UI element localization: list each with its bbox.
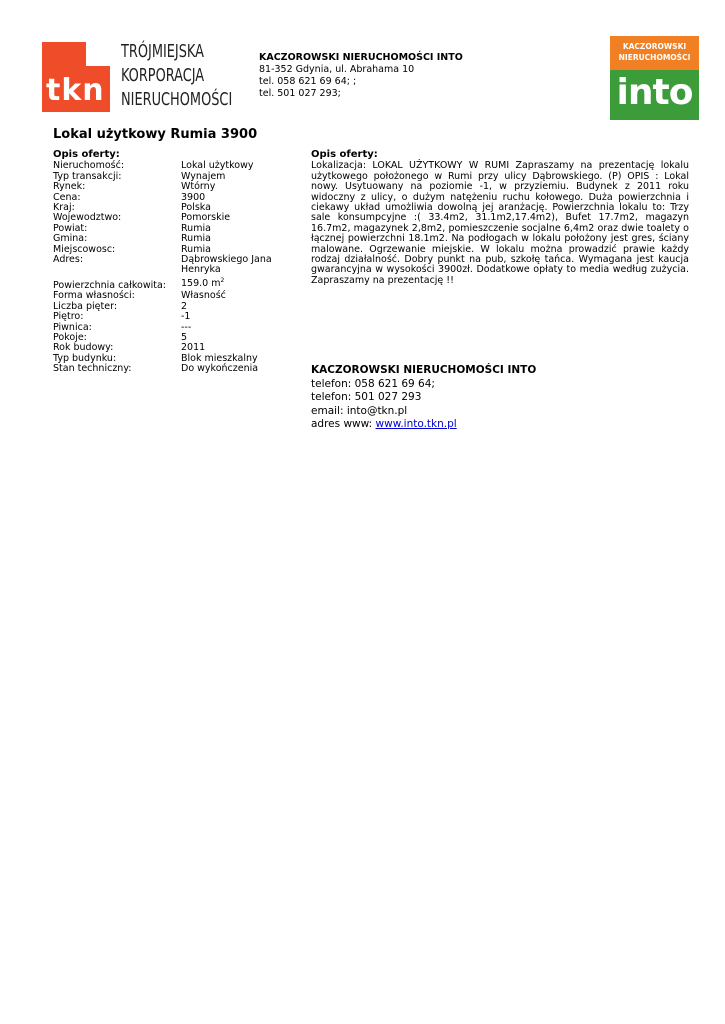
into-logo bbox=[610, 36, 699, 120]
detail-value-text: 2 bbox=[181, 300, 188, 312]
detail-row bbox=[53, 323, 293, 333]
detail-row bbox=[53, 312, 293, 322]
detail-value-text: Własność bbox=[181, 290, 226, 302]
detail-value-text: Blok mieszkalny bbox=[181, 352, 258, 364]
logo-line: NIERUCHOMOŚCI bbox=[121, 90, 233, 110]
detail-value-text: Polska bbox=[181, 202, 211, 214]
logo-line: TRÓJMIEJSKA bbox=[121, 42, 204, 62]
tkn-logo bbox=[42, 42, 110, 112]
description-heading: Opis oferty: bbox=[311, 149, 378, 160]
detail-label: Powierzchnia całkowita: bbox=[53, 279, 166, 291]
detail-row bbox=[53, 224, 293, 234]
detail-row bbox=[53, 276, 293, 291]
details-list bbox=[53, 161, 293, 374]
detail-label: Gmina: bbox=[53, 233, 88, 245]
detail-label: Cena: bbox=[53, 191, 81, 203]
detail-value-text: Wynajem bbox=[181, 170, 226, 182]
detail-label: Miejscowosc: bbox=[53, 243, 116, 255]
detail-value-text: 5 bbox=[181, 331, 188, 343]
detail-label: Pokoje: bbox=[53, 331, 87, 343]
into-logo-word: into bbox=[610, 70, 699, 120]
agency-info bbox=[259, 52, 463, 100]
detail-label: Typ budynku: bbox=[53, 352, 117, 364]
detail-value bbox=[181, 364, 293, 374]
detail-value-text: 159.0 m bbox=[181, 278, 221, 290]
detail-value bbox=[181, 323, 293, 333]
detail-value-text: Rumia bbox=[181, 243, 211, 255]
contact-phone: telefon: 501 027 293 bbox=[311, 391, 422, 403]
agency-address: 81-352 Gdynia, ul. Abrahama 10 bbox=[259, 64, 415, 75]
detail-label: Liczba pięter: bbox=[53, 300, 118, 312]
detail-row bbox=[53, 193, 293, 203]
detail-label: Typ transakcji: bbox=[53, 170, 122, 182]
detail-value-text: Rumia bbox=[181, 222, 211, 234]
detail-label: Stan techniczny: bbox=[53, 363, 132, 375]
contact-www bbox=[311, 418, 536, 432]
into-logo-line: KACZOROWSKI bbox=[622, 42, 687, 51]
detail-value-text: 2011 bbox=[181, 342, 206, 354]
www-link[interactable]: www.into.tkn.pl bbox=[375, 418, 457, 430]
detail-row bbox=[53, 255, 293, 276]
detail-label: Adres: bbox=[53, 254, 84, 266]
detail-row bbox=[53, 213, 293, 223]
into-logo-top bbox=[610, 36, 699, 70]
logo-line: KORPORACJA bbox=[121, 66, 205, 86]
detail-label: Rynek: bbox=[53, 181, 86, 193]
description-text: Lokalizacja: LOKAL UŻYTKOWY W RUMI Zapraszamy na prezentację lokalu użytkowego położonego w Rumi przy ulicy Dąbrowskiego. (P) OPIS : Lokal nowy. Usytuowany na poziomie -1, w przyziemiu. Budynek z 2011 roku widoczny z ulicy, o dużym natężeniu ruchu kołowego. Duża powierzchnia i ciekawy układ umożliwia dowolną jej aranżację. Powierzchnia lokalu to: Trzy sale konsumpcyjne :( 33.4m2, 31.1m2,17.4m2), Bufet 17.7m2, magazyn 16.7m2, magazynek 2,8m2, pomieszczenie socjalne 6,4m2 oraz dwie toalety o łącznej powierzchni 18.1m2. Na podłogach w lokalu położony jest gres, ściany malowane. Ogrzewanie miejskie. W lokalu można prowadzić prawie każdy rodzaj działalność. Dobry punkt na pub, szkołę tańca. Wymagana jest kaucja gwarancyjna w wysokości 3900zł. Dodatkowe opłaty to media według zużycia. Zapraszamy na prezentację !! bbox=[311, 160, 689, 286]
detail-value-text: 3900 bbox=[181, 191, 206, 203]
agency-name: KACZOROWSKI NIERUCHOMOŚCI INTO bbox=[259, 52, 463, 63]
logo-notch bbox=[86, 42, 110, 66]
www-label: adres www: bbox=[311, 418, 376, 430]
detail-row bbox=[53, 302, 293, 312]
detail-value-text: -1 bbox=[181, 311, 191, 323]
contact-phone: telefon: 058 621 69 64; bbox=[311, 377, 435, 390]
detail-label: Rok budowy: bbox=[53, 342, 114, 354]
agency-tel: tel. 058 621 69 64; ; bbox=[259, 76, 357, 87]
agency-tel: tel. 501 027 293; bbox=[259, 88, 341, 99]
detail-value bbox=[181, 291, 293, 301]
detail-row bbox=[53, 172, 293, 182]
detail-value-text: Dąbrowskiego Jana Henryka bbox=[181, 254, 272, 276]
detail-value-text: Wtórny bbox=[181, 181, 216, 193]
detail-row bbox=[53, 182, 293, 192]
detail-label: Piwnica: bbox=[53, 321, 92, 333]
detail-row bbox=[53, 364, 293, 374]
contact-name: KACZOROWSKI NIERUCHOMOŚCI INTO bbox=[311, 364, 537, 376]
detail-label: Forma własności: bbox=[53, 290, 135, 302]
details-heading: Opis oferty: bbox=[53, 149, 120, 160]
logo-title bbox=[121, 40, 232, 112]
detail-value bbox=[181, 255, 293, 276]
contact-email: email: into@tkn.pl bbox=[311, 404, 408, 417]
detail-value bbox=[181, 302, 293, 312]
detail-value-text: Rumia bbox=[181, 233, 211, 245]
offer-details bbox=[53, 150, 293, 375]
detail-value-text: Pomorskie bbox=[181, 212, 231, 224]
unit-superscript: 2 bbox=[220, 276, 225, 284]
detail-label: Piętro: bbox=[53, 311, 84, 323]
into-logo-line: NIERUCHOMOŚCI bbox=[618, 53, 691, 62]
detail-value-text: Lokal użytkowy bbox=[181, 160, 254, 172]
page-title: Lokal użytkowy Rumia 3900 bbox=[53, 127, 258, 142]
detail-value bbox=[181, 312, 293, 322]
detail-value bbox=[181, 276, 293, 291]
detail-label: Nieruchomość: bbox=[53, 160, 125, 172]
detail-label: Kraj: bbox=[53, 202, 75, 214]
contact-block bbox=[311, 364, 536, 432]
detail-label: Wojewodztwo: bbox=[53, 212, 122, 224]
offer-description bbox=[311, 150, 689, 286]
detail-value-text: --- bbox=[181, 321, 192, 333]
detail-value-text: Do wykończenia bbox=[181, 363, 259, 375]
detail-label: Powiat: bbox=[53, 222, 88, 234]
logo-mark: tkn bbox=[46, 73, 105, 108]
